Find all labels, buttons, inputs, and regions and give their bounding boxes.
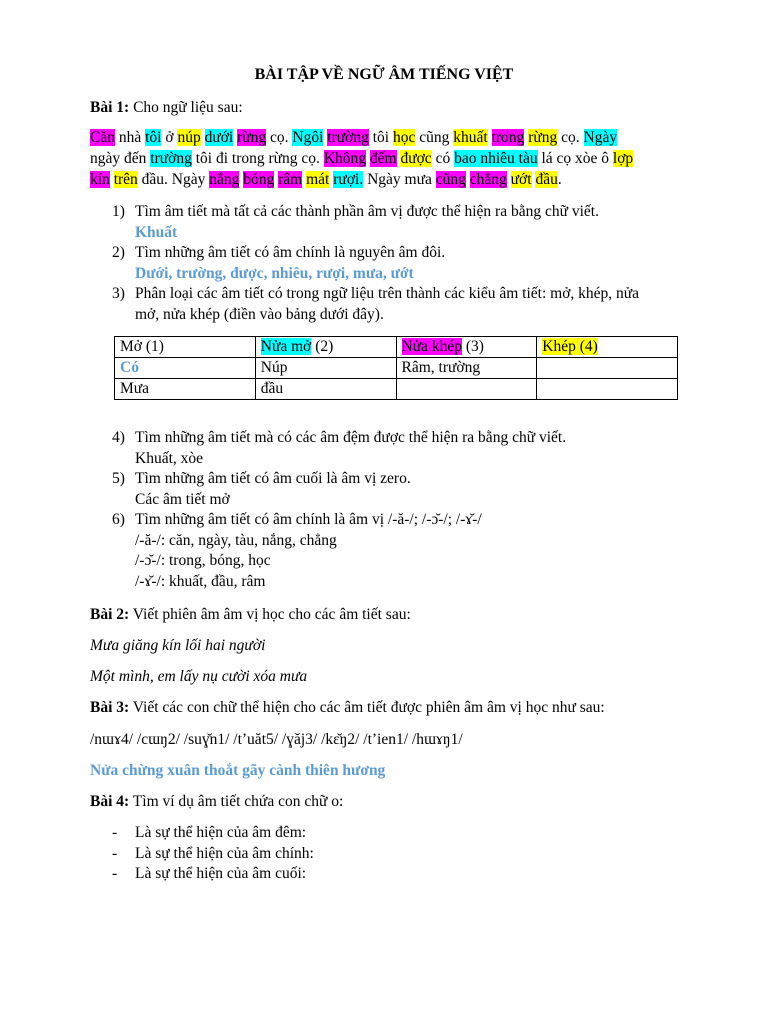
highlighted-word: tôi (145, 129, 162, 146)
task-2-answer: Dưới, trường, được, nhiêu, rượi, mưa, ướt (135, 264, 414, 282)
task-3-question-line2: mở, nửa khép (điền vào bảng dưới đây). (135, 305, 384, 323)
header-nua-khep (396, 337, 537, 358)
highlighted-word: Ngày (583, 129, 618, 146)
bai3-heading (90, 698, 688, 719)
task-number: 2) (112, 244, 125, 261)
highlighted-word: nắng (209, 171, 240, 188)
passage-text: ở (161, 129, 178, 146)
task-1-question: Tìm âm tiết mà tất cả các thành phần âm vị được thể hiện ra bằng chữ viết. (135, 203, 599, 220)
highlighted-word: khuất (453, 129, 488, 146)
header-mo: Mở (1) (115, 337, 256, 358)
bai2-verse-2: Một mình, em lấy nụ cười xóa mưa (90, 668, 308, 685)
table-cell: Núp (255, 358, 396, 379)
passage-text: tôi (368, 129, 393, 146)
task-number: 5) (112, 470, 125, 487)
header-khep (537, 337, 678, 358)
bai2-heading (90, 605, 688, 626)
passage-text: ngày đến (90, 150, 151, 167)
highlighted-word: bóng (243, 171, 275, 188)
task-5 (90, 469, 688, 510)
task-6-answer-3: /-ɤ̆-/: khuất, đầu, râm (135, 572, 266, 590)
task-4 (90, 428, 688, 469)
task-6-question: Tìm những âm tiết có âm chính là âm vị /-ă-/; /-ɔ̆-/; /-ɤ̆-/ (135, 511, 482, 528)
passage-text: tôi đi trong rừng cọ. (191, 150, 324, 167)
passage-line-3 (90, 170, 688, 191)
table-cell: Có (115, 358, 256, 379)
bai2-verse-1: Mưa giăng kín lối hai người (90, 637, 266, 654)
highlighted-word: Ngôi (292, 129, 324, 146)
highlighted-word: rừng (237, 129, 267, 146)
header-khep-text: Khép (4) (542, 338, 598, 355)
table-cell (537, 379, 678, 400)
syllable-type-table (114, 336, 678, 400)
bai3-label: Bài 3: (90, 699, 130, 716)
table-row (115, 358, 678, 379)
bai2-label: Bài 2: (90, 606, 130, 623)
bai4-list (90, 823, 688, 885)
header-nua-mo (255, 337, 396, 358)
list-item (90, 823, 688, 844)
dash-marker: - (112, 824, 118, 841)
header-nua-khep-num: (3) (461, 338, 484, 355)
highlighted-word: rừng (528, 129, 558, 146)
bai1-prompt: Cho ngữ liệu sau: (133, 99, 243, 116)
passage-text: cũng (415, 129, 454, 146)
task-4-answer: Khuất, xòe (135, 449, 204, 467)
bai4-item-3: Là sự thể hiện của âm cuối: (135, 865, 307, 882)
task-3 (90, 284, 688, 325)
highlighted-word: trong (491, 129, 525, 146)
bai1-task-list-cont (90, 428, 688, 592)
task-5-answer: Các âm tiết mở (135, 490, 230, 508)
bai3-ipa: /nɯɤ4/ /cɯŋ2/ /suɣ̆n1/ /t’uăt5/ /ɣăj3/ /kɛ̆ŋ2/ /t’ien1/ /hɯɤŋ1/ (90, 731, 463, 748)
table-cell (396, 379, 537, 400)
bai4-item-1: Là sự thể hiện của âm đêm: (135, 824, 307, 841)
highlighted-word: lợp (612, 150, 634, 167)
passage-text: lá cọ xòe ô (537, 150, 613, 167)
passage-text: nhà (114, 129, 146, 146)
bai3-prompt: Viết các con chữ thể hiện cho các âm tiết được phiên âm âm vị học như sau: (132, 699, 605, 716)
highlighted-word: trên (113, 171, 138, 188)
passage-text: . (557, 171, 562, 188)
passage-line-1 (90, 128, 688, 149)
highlighted-word: mát (306, 171, 330, 188)
highlighted-word: được (400, 150, 432, 167)
highlighted-word: kín (90, 171, 110, 188)
highlighted-word: Không (323, 150, 367, 167)
task-number: 4) (112, 429, 125, 446)
task-number: 1) (112, 203, 125, 220)
table-cell: đầu (255, 379, 396, 400)
page-title: BÀI TẬP VỀ NGỮ ÂM TIẾNG VIỆT (254, 66, 514, 83)
task-number: 6) (112, 511, 125, 528)
highlighted-word: trường (327, 129, 369, 146)
dash-marker: - (112, 865, 118, 882)
highlighted-word: râm (278, 171, 303, 188)
task-1-answer: Khuất (135, 223, 178, 241)
list-item (90, 844, 688, 865)
bai4-item-2: Là sự thể hiện của âm chính: (135, 844, 314, 862)
bai4-label: Bài 4: (90, 793, 130, 810)
passage-text (488, 129, 492, 146)
highlighted-word: đầu (535, 171, 558, 188)
table-cell: Râm, trường (396, 358, 537, 379)
passage-text: đầu. Ngày (137, 171, 210, 188)
table-cell: Mưa (115, 379, 256, 400)
bai1-task-list (90, 202, 688, 325)
bai3-answer: Nửa chừng xuân thoắt gãy cành thiên hương (90, 762, 386, 779)
task-3-question-line1: Phân loại các âm tiết có trong ngữ liệu trên thành các kiểu âm tiết: mở, khép, nửa (135, 285, 640, 302)
task-2-question: Tìm những âm tiết có âm chính là nguyên âm đôi. (135, 244, 446, 261)
table-cell (537, 358, 678, 379)
header-nua-mo-num: (2) (311, 338, 334, 355)
task-1 (90, 202, 688, 243)
passage-text: có (431, 150, 455, 167)
bai2-prompt: Viết phiên âm âm vị học cho các âm tiết sau: (132, 606, 411, 623)
bai4-heading (90, 792, 688, 813)
passage-line-2 (90, 149, 688, 170)
highlighted-word: Căn (90, 129, 115, 146)
list-item (90, 864, 688, 885)
highlighted-word: học (393, 129, 416, 146)
task-4-question: Tìm những âm tiết mà có các âm đệm được thể hiện ra bằng chữ viết. (135, 429, 567, 446)
header-nua-khep-text: Nửa khép (401, 338, 462, 355)
task-6-answer-2: /-ɔ̆-/: trong, bóng, học (135, 552, 271, 569)
highlighted-word: cũng (435, 171, 466, 188)
passage-text: cọ. (557, 129, 584, 146)
table-row (115, 379, 678, 400)
dash-marker: - (112, 844, 118, 862)
bai4-prompt: Tìm ví dụ âm tiết chứa con chữ o: (132, 793, 344, 810)
passage-text: Ngày mưa (363, 171, 436, 188)
passage-text: cọ. (266, 129, 293, 146)
passage-text (201, 129, 205, 146)
task-6 (90, 510, 688, 592)
bai1-heading (90, 98, 688, 119)
task-2 (90, 243, 688, 284)
highlighted-word: đếm (369, 150, 397, 167)
highlighted-word: rượi. (333, 171, 364, 188)
bai1-label: Bài 1: (90, 99, 130, 116)
highlighted-word: núp (177, 129, 201, 146)
highlighted-word: ướt (510, 171, 532, 188)
task-5-question: Tìm những âm tiết có âm cuối là âm vị zero. (135, 470, 411, 487)
highlighted-word: dưới (204, 129, 234, 146)
task-number: 3) (112, 285, 125, 302)
highlighted-word: chẳng (469, 171, 507, 188)
header-nua-mo-text: Nửa mở (260, 338, 312, 355)
table-header-row (115, 337, 678, 358)
highlighted-word: trường (150, 150, 192, 167)
task-6-answer-1: /-ă-/: căn, ngày, tàu, nắng, chẳng (135, 531, 337, 549)
highlighted-word: bao nhiêu tàu (454, 150, 538, 167)
